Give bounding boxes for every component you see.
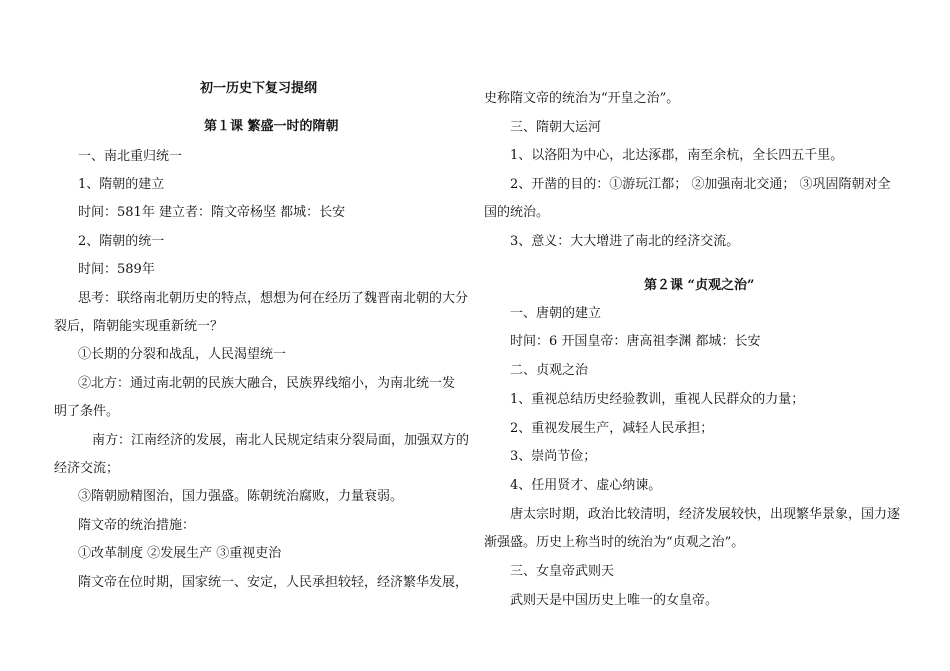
- paragraph-line: 唐太宗时期，政治比较清明，经济发展较快，出现繁华景象，国力逐: [510, 507, 901, 522]
- list-item: 2、重视发展生产，减轻人民承担；: [510, 421, 714, 436]
- paragraph-line: 经济交流；: [54, 461, 120, 476]
- paragraph-line: 国的统治。: [484, 205, 550, 220]
- paragraph-line: 武则天是中国历史上唯一的女皇帝。: [510, 593, 719, 608]
- subsection-heading: 1、隋朝的建立: [78, 177, 165, 192]
- section-heading: 二、贞观之治: [510, 363, 589, 378]
- list-item: ①改革制度 ②发展生产 ③重视吏治: [78, 546, 282, 561]
- list-item: 4、任用贤才、虚心纳谏。: [510, 478, 662, 493]
- paragraph-line: 隋文帝的统治措施：: [78, 518, 196, 533]
- section-heading: 一、唐朝的建立: [510, 306, 602, 321]
- paragraph-line: 明了条件。: [54, 404, 120, 419]
- paragraph-line: 时间：6 开国皇帝：唐高祖李渊 都城：长安: [510, 334, 761, 349]
- lesson-2-title: 第２课 “贞观之治”: [644, 278, 755, 293]
- paragraph-line: 思考：联络南北朝历史的特点，想想为何在经历了魏晋南北朝的大分: [78, 291, 469, 306]
- paragraph-line: 时间：589年: [78, 262, 155, 277]
- paragraph-line: 史称隋文帝的统治为“开皇之治”。: [484, 91, 680, 106]
- lesson-1-title: 第１课 繁盛一时的隋朝: [204, 119, 339, 134]
- paragraph-line: 裂后，隋朝能实现重新统一？: [54, 319, 224, 334]
- paragraph-line: 时间：581年 建立者：隋文帝杨坚 都城：长安: [78, 205, 346, 220]
- paragraph-line: 渐强盛。历史上称当时的统治为“贞观之治”。: [484, 535, 745, 550]
- document-title: 初一历史下复习提纲: [200, 81, 318, 96]
- list-item: 1、重视总结历史经验教训，重视人民群众的力量；: [510, 392, 805, 407]
- list-item: 3、意义：大大增进了南北的经济交流。: [510, 234, 740, 249]
- section-heading: 一、南北重归统一: [78, 149, 183, 164]
- list-item: 2、开凿的目的：①游玩江都； ②加强南北交通； ③巩固隋朝对全: [510, 177, 891, 192]
- list-item: 1、以洛阳为中心，北达涿郡，南至余杭，全长四五千里。: [510, 148, 844, 163]
- list-item: ②北方：通过南北朝的民族大融合，民族界线缩小，为南北统一发: [78, 376, 456, 391]
- section-heading: 三、女皇帝武则天: [510, 564, 615, 579]
- list-item: ①长期的分裂和战乱，人民渴望统一: [78, 347, 287, 362]
- list-item: 3、崇尚节俭；: [510, 449, 597, 464]
- paragraph-line: 隋文帝在位时期，国家统一、安定，人民承担较轻，经济繁华发展，: [78, 575, 469, 590]
- list-item: ③隋朝励精图治，国力强盛。陈朝统治腐败，力量衰弱。: [78, 489, 404, 504]
- paragraph-line: 南方：江南经济的发展，南北人民规定结束分裂局面，加强双方的: [92, 433, 470, 448]
- section-heading: 三、隋朝大运河: [510, 120, 602, 135]
- subsection-heading: 2、隋朝的统一: [78, 234, 165, 249]
